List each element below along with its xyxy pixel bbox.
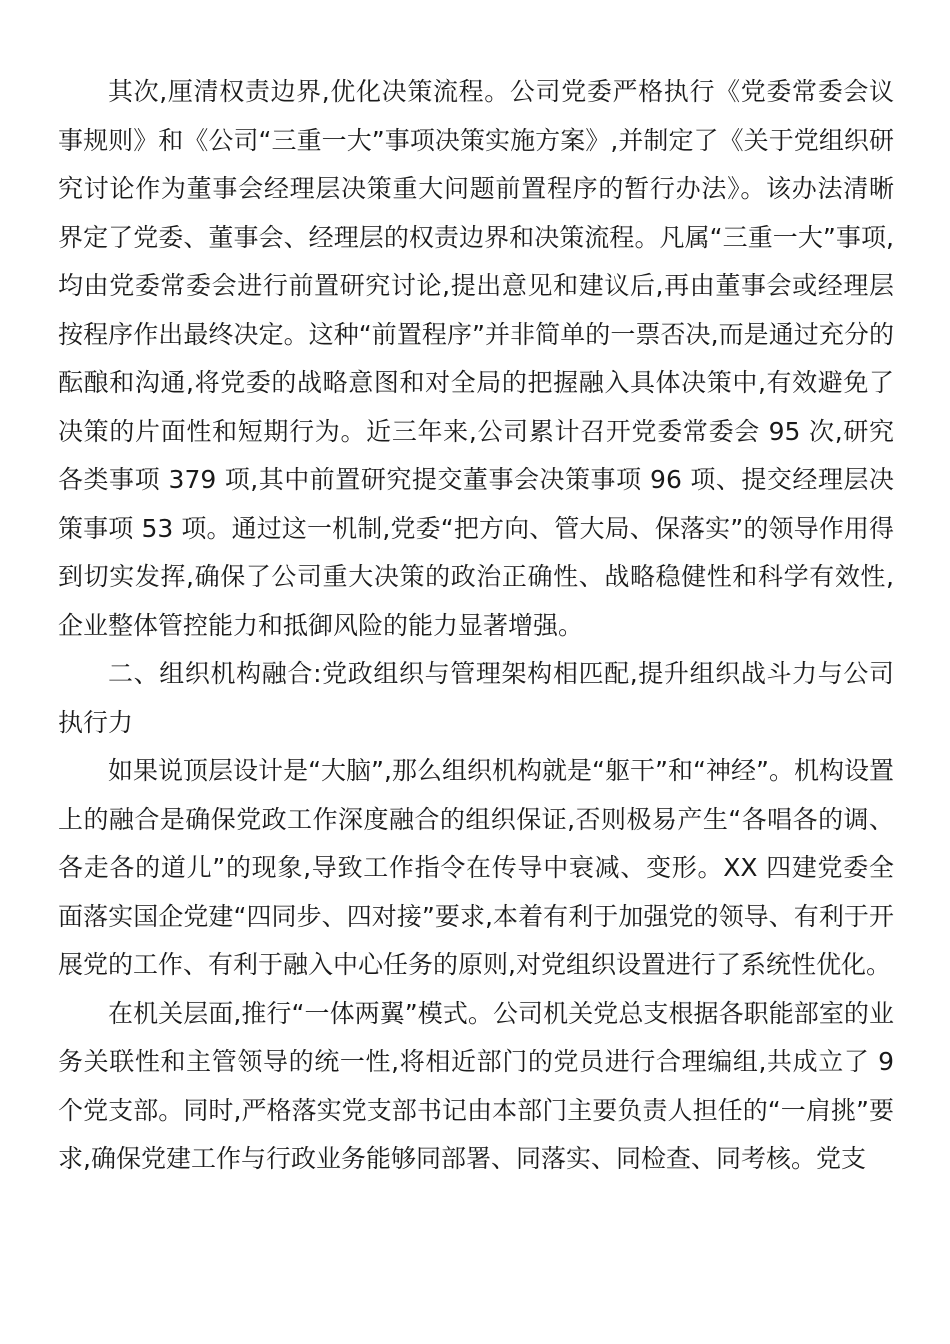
paragraph-organization-structure: 如果说顶层设计是“大脑”,那么组织机构就是“躯干”和“神经”。机构设置上的融合是确保党政工作深度融合的组织保证,否则极易产生“各唱各的调、各走各的道儿”的现象,导致工作指令在传导中衰减、变形。XX 四建党委全面落实国企党建“四同步、四对接”要求,本着有利于加强党的领导、有利于开展党的工作、有利于融入中心任务的原则,对党组织设置进行了系统性优化。: [58, 756, 894, 979]
section-heading-organization: 二、组织机构融合:党政组织与管理架构相匹配,提升组织战斗力与公司执行力: [58, 659, 894, 737]
paragraph-office-level: 在机关层面,推行“一体两翼”模式。公司机关党总支根据各职能部室的业务关联性和主管领导的统一性,将相近部门的党员进行合理编组,共成立了 9 个党支部。同时,严格落实党支部书记由本部门主要负责人担任的“一肩挑”要求,确保党建工作与行政业务能够同部署、同落实、同检查、同考核。党支: [58, 998, 894, 1173]
document-body: [58, 68, 894, 1184]
paragraph-decision-process: 其次,厘清权责边界,优化决策流程。公司党委严格执行《党委常委会议事规则》和《公司“三重一大”事项决策实施方案》,并制定了《关于党组织研究讨论作为董事会经理层决策重大问题前置程序的暂行办法》。该办法清晰界定了党委、董事会、经理层的权责边界和决策流程。凡属“三重一大”事项,均由党委常委会进行前置研究讨论,提出意见和建议后,再由董事会或经理层按程序作出最终决定。这种“前置程序”并非简单的一票否决,而是通过充分的酝酿和沟通,将党委的战略意图和对全局的把握融入具体决策中,有效避免了决策的片面性和短期行为。近三年来,公司累计召开党委常委会 95 次,研究各类事项 379 项,其中前置研究提交董事会决策事项 96 项、提交经理层决策事项 53 项。通过这一机制,党委“把方向、管大局、保落实”的领导作用得到切实发挥,确保了公司重大决策的政治正确性、战略稳健性和科学有效性,企业整体管控能力和抵御风险的能力显著增强。: [58, 77, 894, 640]
